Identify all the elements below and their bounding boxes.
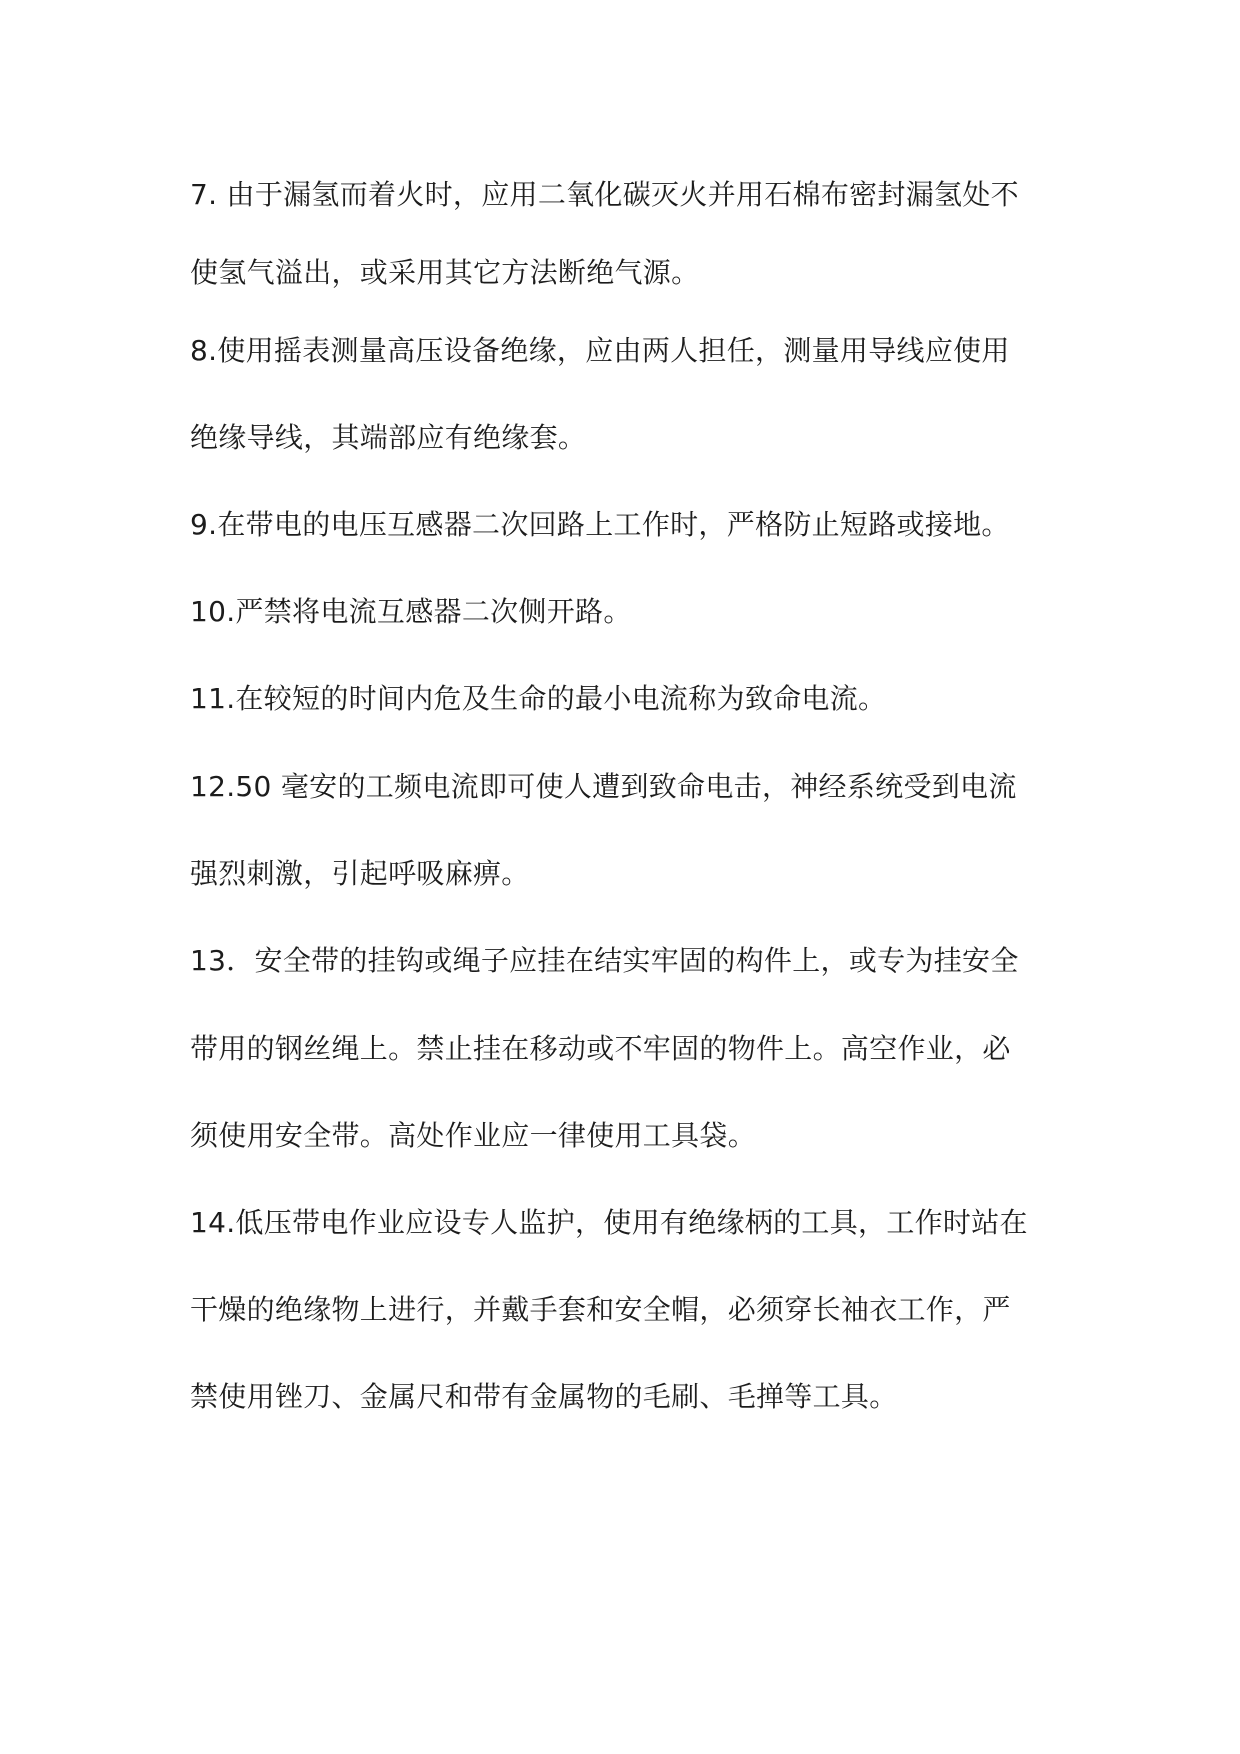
text-line-item-10: 10.严禁将电流互感器二次侧开路。 [190,595,632,628]
text-line-item-8-2: 绝缘导线，其端部应有绝缘套。 [190,421,587,454]
text-line-item-11: 11.在较短的时间内危及生命的最小电流称为致命电流。 [190,682,887,715]
text-line-item-13-2: 带用的钢丝绳上。禁止挂在移动或不牢固的物件上。高空作业，必 [190,1032,1011,1065]
text-line-item-7-1: 7. 由于漏氢而着火时，应用二氧化碳灭火并用石棉布密封漏氢处不 [190,178,1019,211]
text-line-item-14-2: 干燥的绝缘物上进行，并戴手套和安全帽，必须穿长袖衣工作，严 [190,1293,1011,1326]
text-line-item-8-1: 8.使用摇表测量高压设备绝缘，应由两人担任，测量用导线应使用 [190,334,1010,367]
text-line-item-13-3: 须使用安全带。高处作业应一律使用工具袋。 [190,1119,757,1152]
text-line-item-9: 9.在带电的电压互感器二次回路上工作时，严格防止短路或接地。 [190,508,1010,541]
text-line-item-7-2: 使氢气溢出，或采用其它方法断绝气源。 [190,256,700,289]
text-line-item-12-2: 强烈刺激，引起呼吸麻痹。 [190,857,530,890]
text-line-item-12-1: 12.50 毫安的工频电流即可使人遭到致命电击，神经系统受到电流 [190,770,1017,803]
text-line-item-14-3: 禁使用锉刀、金属尺和带有金属物的毛刷、毛掸等工具。 [190,1380,898,1413]
text-line-item-13-1: 13．安全带的挂钩或绳子应挂在结实牢固的构件上，或专为挂安全 [190,944,1019,977]
text-line-item-14-1: 14.低压带电作业应设专人监护，使用有绝缘柄的工具，工作时站在 [190,1206,1028,1239]
